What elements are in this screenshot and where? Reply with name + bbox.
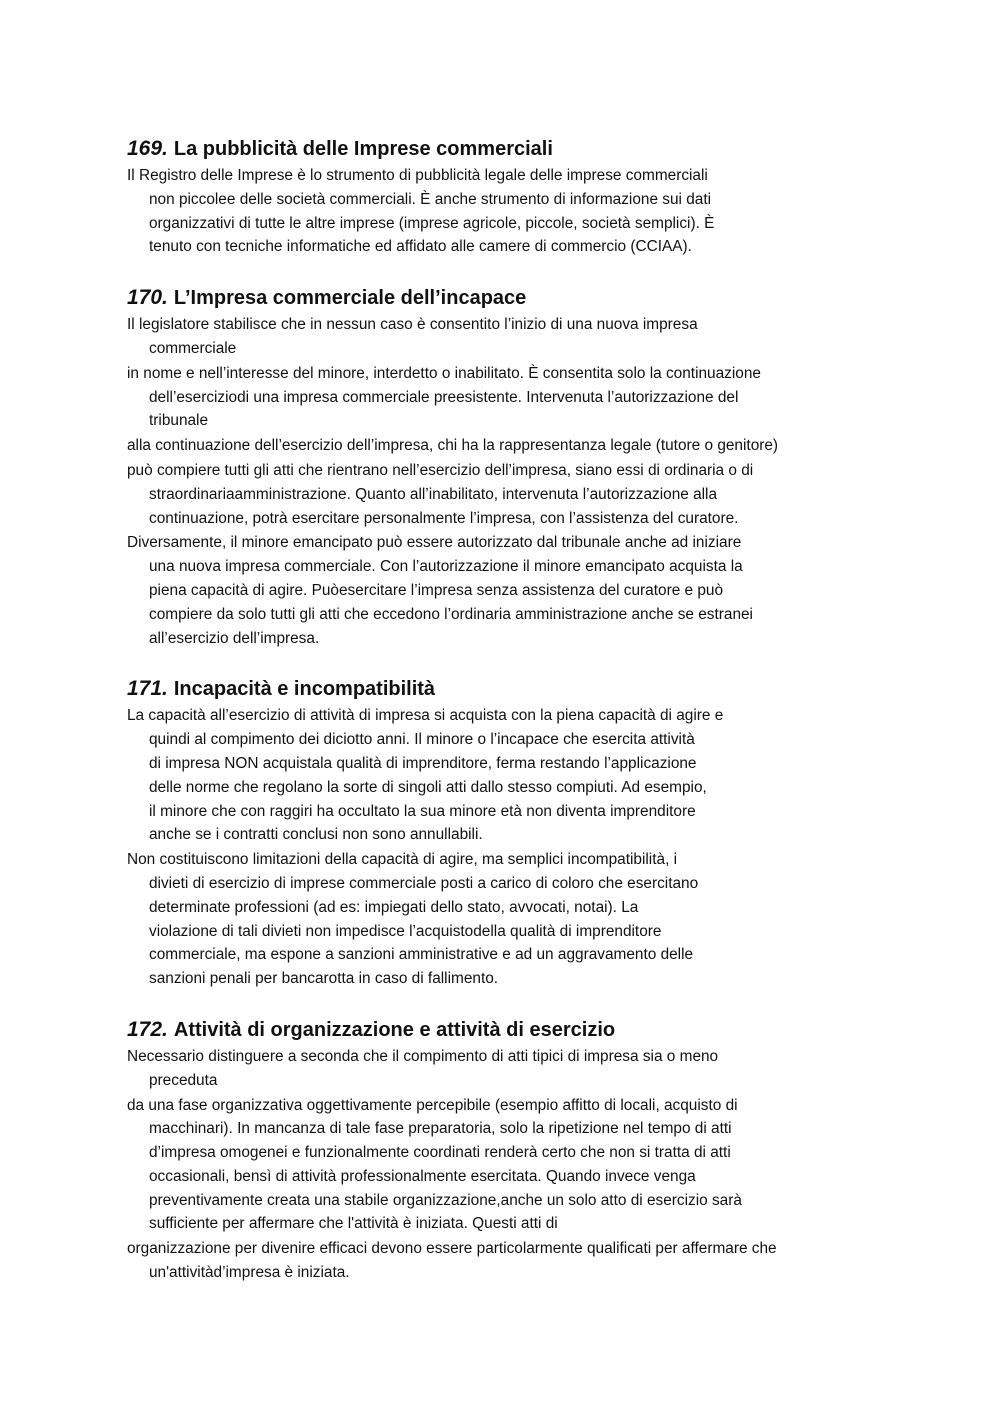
section-169 xyxy=(127,136,887,259)
paragraph xyxy=(127,1045,887,1093)
text-line: commerciale, ma espone a sanzioni amministrative e ad un aggravamento delle xyxy=(149,946,694,964)
text-line: Diversamente, il minore emancipato può essere autorizzato dal tribunale anche ad iniziare xyxy=(127,534,742,552)
section-title: Incapacità e incompatibilità xyxy=(173,678,436,701)
text-line: delle norme che regolano la sorte di singoli atti dallo stesso compiuti. Ad esempio, xyxy=(149,778,707,796)
section-title: La pubblicità delle Imprese commerciali xyxy=(173,138,553,160)
section-heading xyxy=(127,285,887,311)
paragraph xyxy=(127,848,887,991)
text-line: anche se i contratti conclusi non sono annullabili. xyxy=(149,826,483,844)
document-page xyxy=(127,136,887,1311)
text-line: violazione di tali divieti non impedisce l’acquistodella qualità di imprenditore xyxy=(149,922,662,940)
paragraph xyxy=(127,434,887,458)
text-line: preventivamente creata una stabile organizzazione,anche un solo atto di esercizio sarà xyxy=(149,1191,742,1209)
text-line: quindi al compimento dei diciotto anni. Il minore o l’incapace che esercita attività xyxy=(149,731,695,749)
text-line: straordinariaamministrazione. Quanto all’inabilitato, intervenuta l’autorizzazione alla xyxy=(149,485,718,503)
paragraph xyxy=(127,704,887,847)
section-number: 169. xyxy=(127,137,168,160)
section-heading xyxy=(127,136,887,162)
text-line: sufficiente per affermare che l'attività è iniziata. Questi atti di xyxy=(149,1215,558,1233)
text-line: organizzazione per divenire efficaci devono essere particolarmente qualificati per affermare che xyxy=(127,1240,777,1258)
section-170 xyxy=(127,285,887,650)
text-line: La capacità all’esercizio di attività di impresa si acquista con la piena capacità di agire e xyxy=(127,707,724,725)
section-title: Attività di organizzazione e attività di esercizio xyxy=(173,1018,616,1041)
text-line: preceduta xyxy=(149,1071,218,1089)
text-line: Necessario distinguere a seconda che il compimento di atti tipici di impresa sia o meno xyxy=(127,1047,719,1065)
paragraph xyxy=(127,1237,887,1285)
text-line: Non costituiscono limitazioni della capacità di agire, ma semplici incompatibilità, i xyxy=(127,851,678,869)
paragraph xyxy=(127,531,887,650)
text-line: in nome e nell’interesse del minore, interdetto o inabilitato. È consentita solo la continuazione xyxy=(127,364,761,382)
paragraph xyxy=(127,164,887,259)
text-line: tribunale xyxy=(149,412,209,430)
text-line: commerciale xyxy=(149,339,237,357)
text-line: da una fase organizzativa oggettivamente percepibile (esempio affitto di locali, acquisto di xyxy=(127,1096,738,1114)
text-line: macchinari). In mancanza di tale fase preparatoria, solo la ripetizione nel tempo di atti xyxy=(149,1120,732,1138)
section-172 xyxy=(127,1017,887,1285)
text-line: tenuto con tecniche informatiche ed affidato alle camere di commercio (CCIAA). xyxy=(149,238,692,256)
section-heading xyxy=(127,676,887,702)
text-line: di impresa NON acquistala qualità di imprenditore, ferma restando l’applicazione xyxy=(149,754,697,772)
text-line: non piccolee delle società commerciali. È anche strumento di informazione sui dati xyxy=(149,190,712,208)
text-line: occasionali, bensì di attività professionalmente esercitata. Quando invece venga xyxy=(149,1167,696,1185)
section-number: 172. xyxy=(127,1017,168,1041)
text-line: il minore che con raggiri ha occultato la sua minore età non diventa imprenditore xyxy=(149,802,696,820)
text-line: continuazione, potrà esercitare personalmente l’impresa, con l’assistenza del curatore. xyxy=(149,509,739,527)
text-line: divieti di esercizio di imprese commerciale posti a carico di coloro che esercitano xyxy=(149,874,699,892)
section-title: L’Impresa commerciale dell’incapace xyxy=(173,287,527,310)
text-line: può compiere tutti gli atti che rientrano nell’esercizio dell’impresa, siano essi di ordinaria o di xyxy=(127,461,754,479)
text-line: d’impresa omogenei e funzionalmente coordinati renderà certo che non si tratta di atti xyxy=(149,1144,731,1162)
paragraph xyxy=(127,313,887,361)
text-line: determinate professioni (ad es: impiegati dello stato, avvocati, notai). La xyxy=(149,898,639,916)
text-line: organizzativi di tutte le altre imprese (imprese agricole, piccole, società semplici). È xyxy=(149,214,715,232)
text-line: Il Registro delle Imprese è lo strumento di pubblicità legale delle imprese commerciali xyxy=(127,167,708,184)
text-line: dell’esercizio​di una impresa commerciale preesistente. Intervenuta l’autorizzazione del xyxy=(149,388,739,406)
text-line: Il legislatore stabilisce che in nessun caso è consentito l’inizio di una nuova impresa xyxy=(127,316,698,334)
text-line: alla continuazione dell’esercizio dell’impresa, chi ha la rappresentanza legale (tutore o genitore) xyxy=(127,437,779,455)
text-line: un'attivitàd’impresa è iniziata. xyxy=(149,1264,350,1282)
section-number: 171. xyxy=(127,677,168,701)
text-line: all’esercizio dell’impresa. xyxy=(149,629,320,647)
text-line: compiere da solo tutti gli atti che eccedono l’ordinaria amministrazione anche se estranei xyxy=(149,605,753,623)
text-line: una nuova impresa commerciale. Con l’autorizzazione il minore emancipato acquista la xyxy=(149,558,743,576)
section-number: 170. xyxy=(127,286,168,310)
section-171 xyxy=(127,676,887,991)
section-heading xyxy=(127,1017,887,1043)
paragraph xyxy=(127,362,887,433)
paragraph xyxy=(127,1094,887,1237)
text-line: sanzioni penali per bancarotta in caso di fallimento. xyxy=(149,970,499,988)
text-line: piena capacità di agire. Puòesercitare l’impresa senza assistenza del curatore e può xyxy=(149,581,724,599)
paragraph xyxy=(127,459,887,530)
